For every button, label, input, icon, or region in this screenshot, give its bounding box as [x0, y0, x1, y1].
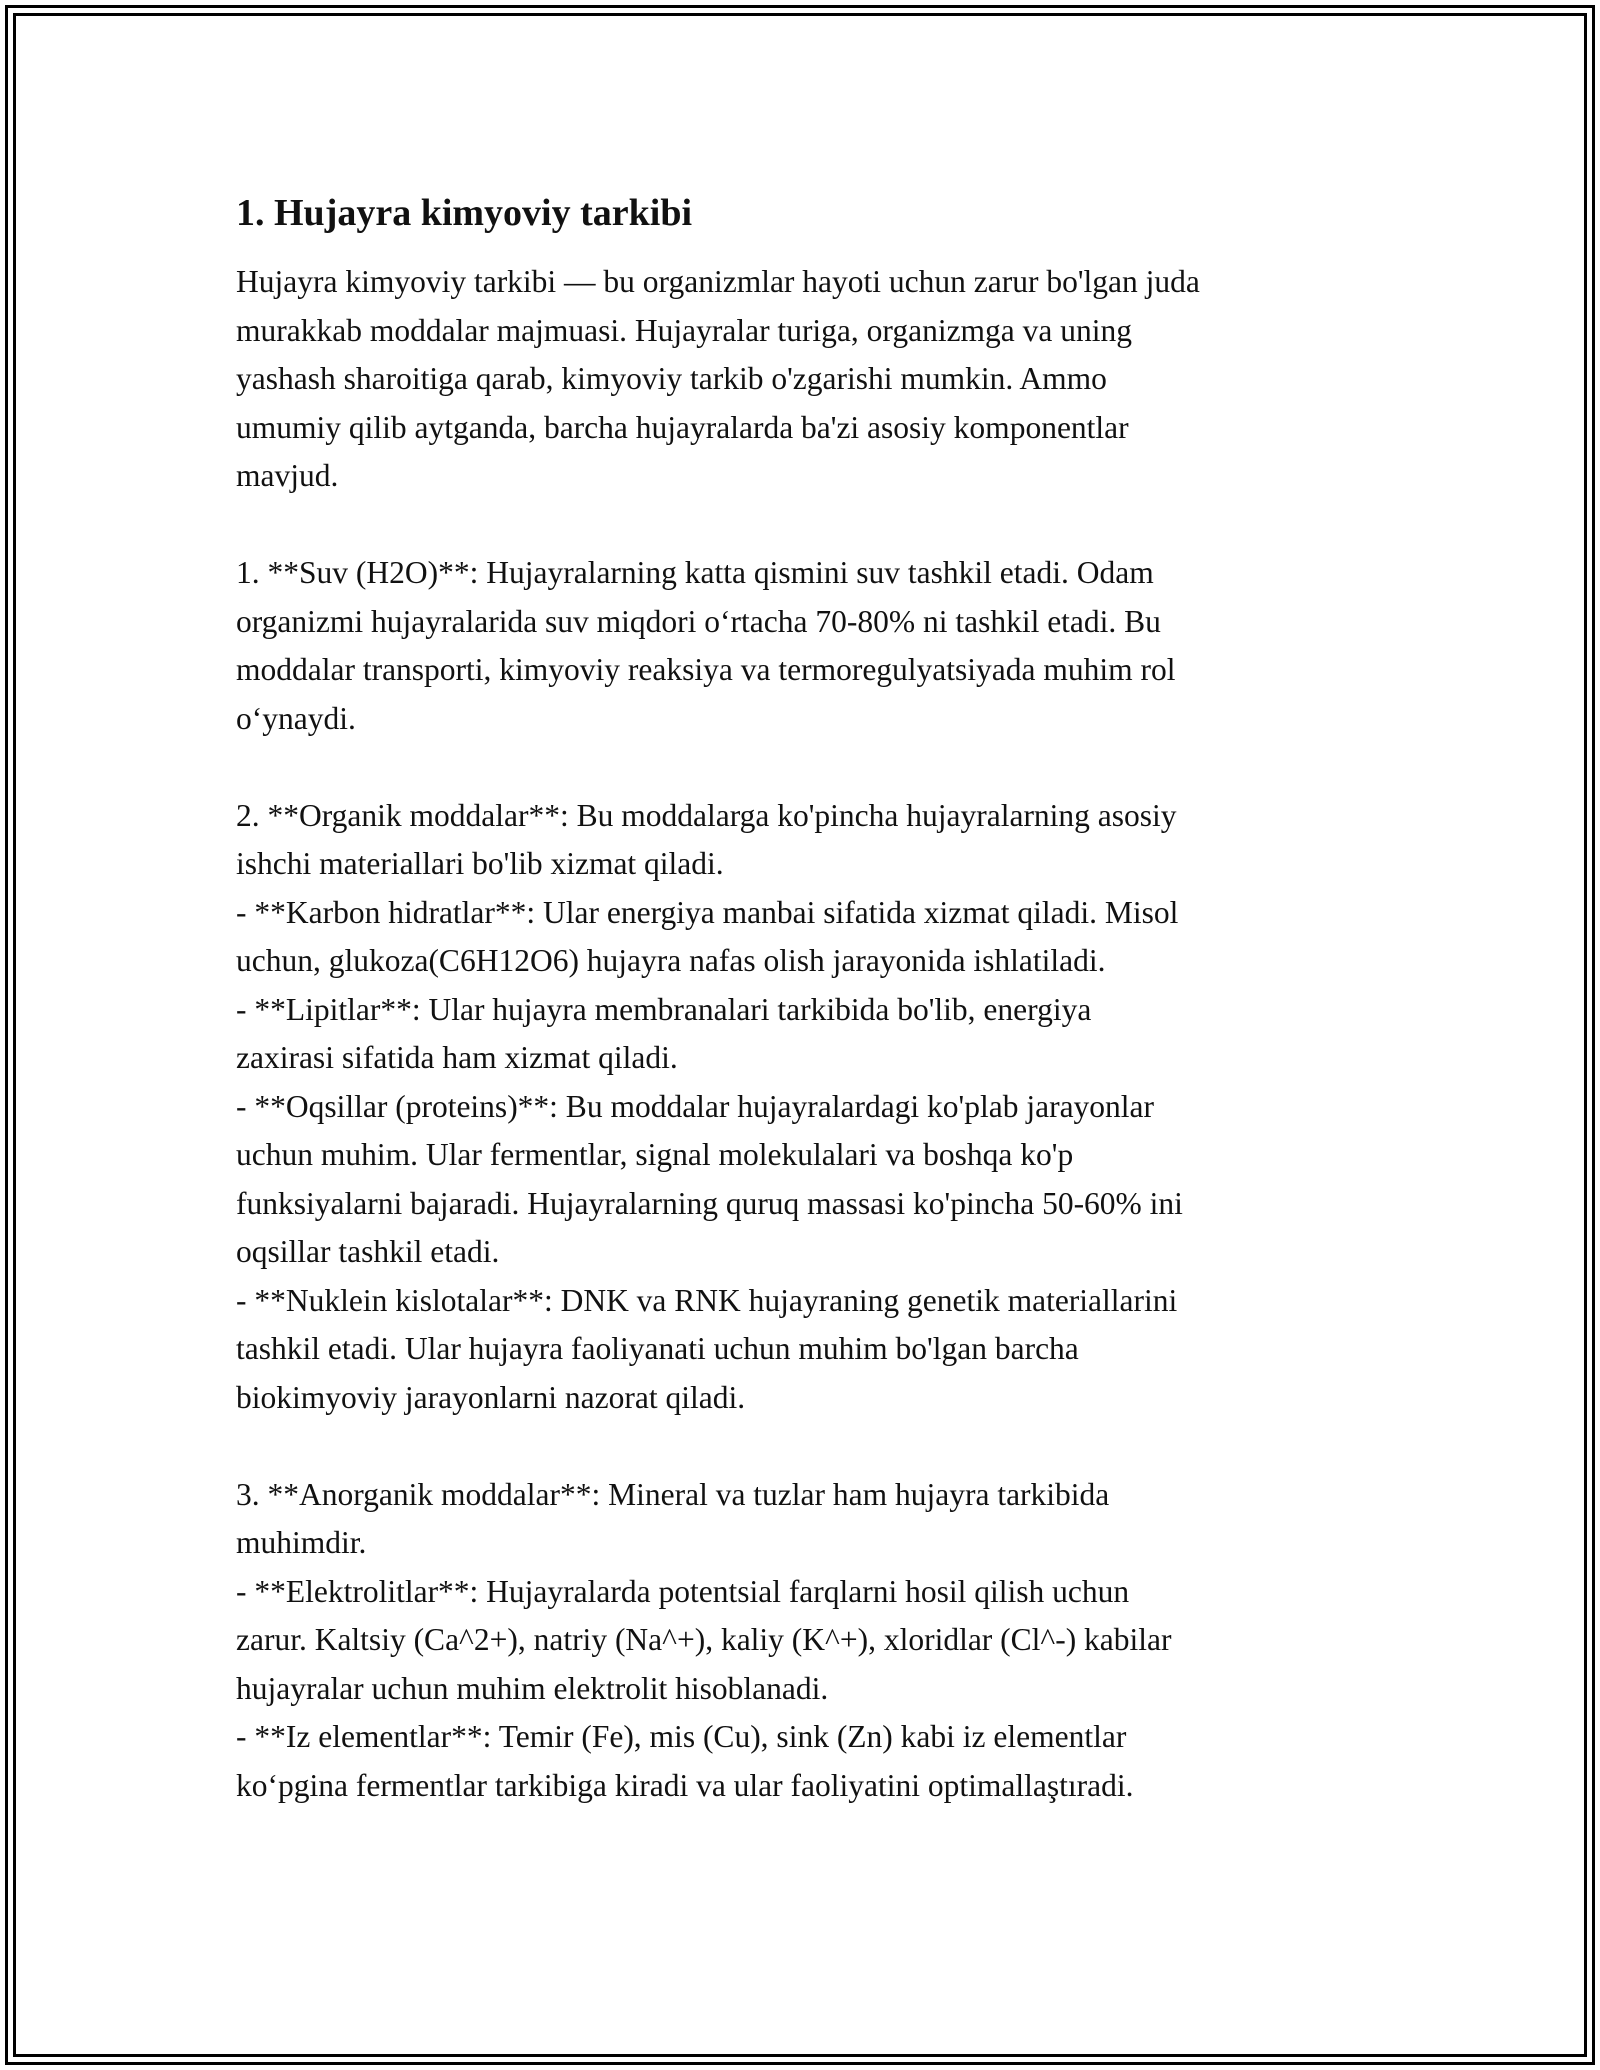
intro-paragraph: Hujayra kimyoviy tarkibi — bu organizmlar hayoti uchun zarur bo'lgan juda murakkab moddalar majmuasi. Hujayralar turiga, organizmga va uning yashash sharoitiga qarab, kimyoviy tarkib o'zgarishi mumkin. Ammo umumiy qilib aytganda, barcha hujayralarda ba'zi asosiy komponentlar mavjud.: [236, 264, 1200, 493]
inorganic-substances-paragraph: 3. **Anorganik moddalar**: Mineral va tuzlar ham hujayra tarkibida muhimdir. - **Elektrolitlar**: Hujayralarda potentsial farqlarni hosil qilish uchun zarur. Kaltsiy (Ca^2+), natriy (Na^+), kaliy (K^+), xloridlar (Cl^-) kabilar hujayralar uchun muhim elektrolit hisoblanadi. - **Iz elementlar**: Temir (Fe), mis (Cu), sink (Zn) kabi iz elementlar ko‘pgina fermentlar tarkibiga kiradi va ular faoliyatini optimallaştıradi.: [236, 1476, 1172, 1803]
organic-substances-paragraph: 2. **Organik moddalar**: Bu moddalarga ko'pincha hujayralarning asosiy ishchi materiallari bo'lib xizmat qiladi. - **Karbon hidratlar**: Ular energiya manbai sifatida xizmat qiladi. Misol uchun, glukoza(C6H12O6) hujayra nafas olish jarayonida ishlatiladi. - **Lipitlar**: Ular hujayra membranalari tarkibida bo'lib, energiya zaxirasi sifatida ham xizmat qiladi. - **Oqsillar (proteins)**: Bu moddalar hujayralardagi ko'plab jarayonlar uchun muhim. Ular fermentlar, signal molekulalari va boshqa ko'p funksiyalarni bajaradi. Hujayralarning quruq massasi ko'pincha 50-60% ini oqsillar tashkil etadi. - **Nuklein kislotalar**: DNK va RNK hujayraning genetik materiallarini tashkil etadi. Ular hujayra faoliyanati uchun muhim bo'lgan barcha biokimyoviy jarayonlarni nazorat qiladi.: [236, 797, 1183, 1415]
water-paragraph: 1. **Suv (H2O)**: Hujayralarning katta qismini suv tashkil etadi. Odam organizmi hujayralarida suv miqdori o‘rtacha 70-80% ni tashkil etadi. Bu moddalar transporti, kimyoviy reaksiya va termoregulyatsiyada muhim rol o‘ynaydi.: [236, 555, 1176, 736]
section-heading: 1. Hujayra kimyoviy tarkibi: [236, 192, 693, 234]
document-body: [236, 188, 1386, 1810]
